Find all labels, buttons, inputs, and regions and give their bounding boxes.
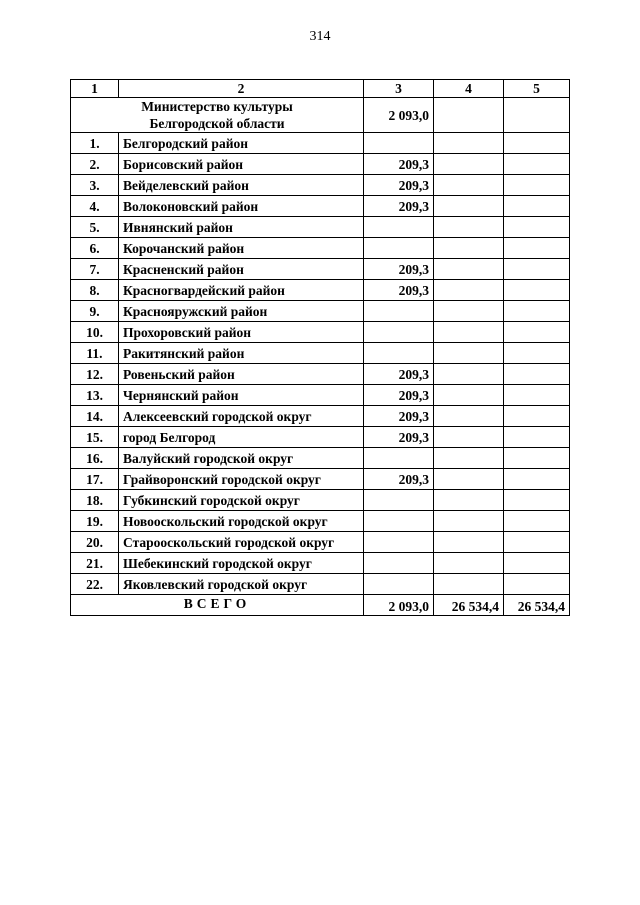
row-col4 xyxy=(434,511,504,532)
row-col3 xyxy=(364,490,434,511)
row-col3: 209,3 xyxy=(364,175,434,196)
row-col5 xyxy=(504,406,570,427)
budget-table xyxy=(70,79,570,616)
table-row xyxy=(71,238,570,259)
row-number: 17. xyxy=(71,469,119,490)
row-col5 xyxy=(504,385,570,406)
row-col5 xyxy=(504,133,570,154)
row-col4 xyxy=(434,406,504,427)
row-col3: 209,3 xyxy=(364,154,434,175)
row-col3 xyxy=(364,574,434,595)
row-district-name: Волоконовский район xyxy=(119,196,364,217)
row-district-name: Красненский район xyxy=(119,259,364,280)
row-district-name: Шебекинский городской округ xyxy=(119,553,364,574)
row-col4 xyxy=(434,448,504,469)
row-col3 xyxy=(364,301,434,322)
row-col5 xyxy=(504,154,570,175)
column-header: 2 xyxy=(119,80,364,98)
table-row xyxy=(71,574,570,595)
row-col5 xyxy=(504,448,570,469)
row-col3 xyxy=(364,322,434,343)
row-col5 xyxy=(504,175,570,196)
column-header: 5 xyxy=(504,80,570,98)
row-col5 xyxy=(504,217,570,238)
row-district-name: Вейделевский район xyxy=(119,175,364,196)
page-number: 314 xyxy=(309,29,331,44)
row-number: 15. xyxy=(71,427,119,448)
row-col3 xyxy=(364,553,434,574)
row-district-name: Борисовский район xyxy=(119,154,364,175)
row-col4 xyxy=(434,469,504,490)
row-district-name: Яковлевский городской округ xyxy=(119,574,364,595)
table-row xyxy=(71,511,570,532)
row-number: 8. xyxy=(71,280,119,301)
row-col5 xyxy=(504,343,570,364)
row-district-name: Новооскольский городской округ xyxy=(119,511,364,532)
table-row xyxy=(71,532,570,553)
ministry-name-cell xyxy=(71,98,364,133)
row-col4 xyxy=(434,259,504,280)
row-district-name: Ивнянский район xyxy=(119,217,364,238)
row-district-name: Губкинский городской округ xyxy=(119,490,364,511)
table-row xyxy=(71,217,570,238)
row-number: 11. xyxy=(71,343,119,364)
row-district-name: город Белгород xyxy=(119,427,364,448)
table-row xyxy=(71,133,570,154)
row-district-name: Валуйский городской округ xyxy=(119,448,364,469)
row-col4 xyxy=(434,343,504,364)
row-col4 xyxy=(434,280,504,301)
total-col3: 2 093,0 xyxy=(364,595,434,616)
row-col3 xyxy=(364,448,434,469)
column-header: 3 xyxy=(364,80,434,98)
row-col4 xyxy=(434,490,504,511)
table-row xyxy=(71,490,570,511)
row-district-name: Ракитянский район xyxy=(119,343,364,364)
row-col5 xyxy=(504,238,570,259)
table-row xyxy=(71,301,570,322)
row-col3: 209,3 xyxy=(364,406,434,427)
total-row xyxy=(71,595,570,616)
row-number: 13. xyxy=(71,385,119,406)
row-district-name: Ровеньский район xyxy=(119,364,364,385)
column-header: 4 xyxy=(434,80,504,98)
row-col4 xyxy=(434,385,504,406)
row-number: 20. xyxy=(71,532,119,553)
table-row xyxy=(71,154,570,175)
table-row xyxy=(71,448,570,469)
row-number: 3. xyxy=(71,175,119,196)
row-number: 22. xyxy=(71,574,119,595)
header-row xyxy=(71,80,570,98)
row-col3: 209,3 xyxy=(364,385,434,406)
table-row xyxy=(71,259,570,280)
row-col3: 209,3 xyxy=(364,196,434,217)
row-col5 xyxy=(504,280,570,301)
row-col5 xyxy=(504,196,570,217)
row-district-name: Грайворонский городской округ xyxy=(119,469,364,490)
row-col3: 209,3 xyxy=(364,259,434,280)
row-col4 xyxy=(434,175,504,196)
total-col5: 26 534,4 xyxy=(504,595,570,616)
row-district-name: Прохоровский район xyxy=(119,322,364,343)
total-col4: 26 534,4 xyxy=(434,595,504,616)
row-col4 xyxy=(434,364,504,385)
table-row xyxy=(71,280,570,301)
row-district-name: Красногвардейский район xyxy=(119,280,364,301)
row-col4 xyxy=(434,574,504,595)
row-district-name: Белгородский район xyxy=(119,133,364,154)
row-col5 xyxy=(504,511,570,532)
row-district-name: Краснояружский район xyxy=(119,301,364,322)
row-number: 12. xyxy=(71,364,119,385)
row-number: 5. xyxy=(71,217,119,238)
row-col5 xyxy=(504,364,570,385)
row-district-name: Алексеевский городской округ xyxy=(119,406,364,427)
row-col4 xyxy=(434,532,504,553)
row-number: 4. xyxy=(71,196,119,217)
row-district-name: Корочанский район xyxy=(119,238,364,259)
table-row xyxy=(71,343,570,364)
table-row xyxy=(71,469,570,490)
row-number: 21. xyxy=(71,553,119,574)
total-label: ВСЕГО xyxy=(71,595,364,616)
row-col4 xyxy=(434,217,504,238)
row-col5 xyxy=(504,532,570,553)
row-col5 xyxy=(504,469,570,490)
row-district-name: Чернянский район xyxy=(119,385,364,406)
row-number: 10. xyxy=(71,322,119,343)
row-col4 xyxy=(434,238,504,259)
row-number: 2. xyxy=(71,154,119,175)
row-number: 18. xyxy=(71,490,119,511)
row-col5 xyxy=(504,553,570,574)
column-header: 1 xyxy=(71,80,119,98)
ministry-row xyxy=(71,98,570,133)
row-col4 xyxy=(434,154,504,175)
row-col3 xyxy=(364,511,434,532)
ministry-name-line2: Белгородской области xyxy=(149,116,285,131)
ministry-col3: 2 093,0 xyxy=(364,98,434,133)
row-number: 19. xyxy=(71,511,119,532)
table-row xyxy=(71,175,570,196)
row-col3: 209,3 xyxy=(364,280,434,301)
row-col5 xyxy=(504,490,570,511)
row-col4 xyxy=(434,553,504,574)
row-col4 xyxy=(434,301,504,322)
table-row xyxy=(71,322,570,343)
table-row xyxy=(71,553,570,574)
table-row xyxy=(71,196,570,217)
row-col3 xyxy=(364,217,434,238)
row-number: 16. xyxy=(71,448,119,469)
ministry-col4 xyxy=(434,98,504,133)
ministry-name-line1: Министерство культуры xyxy=(141,99,293,114)
row-number: 6. xyxy=(71,238,119,259)
row-col5 xyxy=(504,427,570,448)
row-number: 14. xyxy=(71,406,119,427)
row-col3: 209,3 xyxy=(364,427,434,448)
row-col3 xyxy=(364,238,434,259)
table-row xyxy=(71,364,570,385)
row-col4 xyxy=(434,427,504,448)
row-col3 xyxy=(364,343,434,364)
row-district-name: Старооскольский городской округ xyxy=(119,532,364,553)
row-number: 7. xyxy=(71,259,119,280)
table-row xyxy=(71,385,570,406)
row-col4 xyxy=(434,322,504,343)
row-col4 xyxy=(434,133,504,154)
row-col4 xyxy=(434,196,504,217)
row-number: 1. xyxy=(71,133,119,154)
row-col3 xyxy=(364,133,434,154)
table-row xyxy=(71,427,570,448)
row-col3 xyxy=(364,532,434,553)
row-number: 9. xyxy=(71,301,119,322)
row-col5 xyxy=(504,322,570,343)
row-col5 xyxy=(504,259,570,280)
row-col3: 209,3 xyxy=(364,469,434,490)
row-col5 xyxy=(504,574,570,595)
ministry-col5 xyxy=(504,98,570,133)
row-col5 xyxy=(504,301,570,322)
row-col3: 209,3 xyxy=(364,364,434,385)
table-row xyxy=(71,406,570,427)
